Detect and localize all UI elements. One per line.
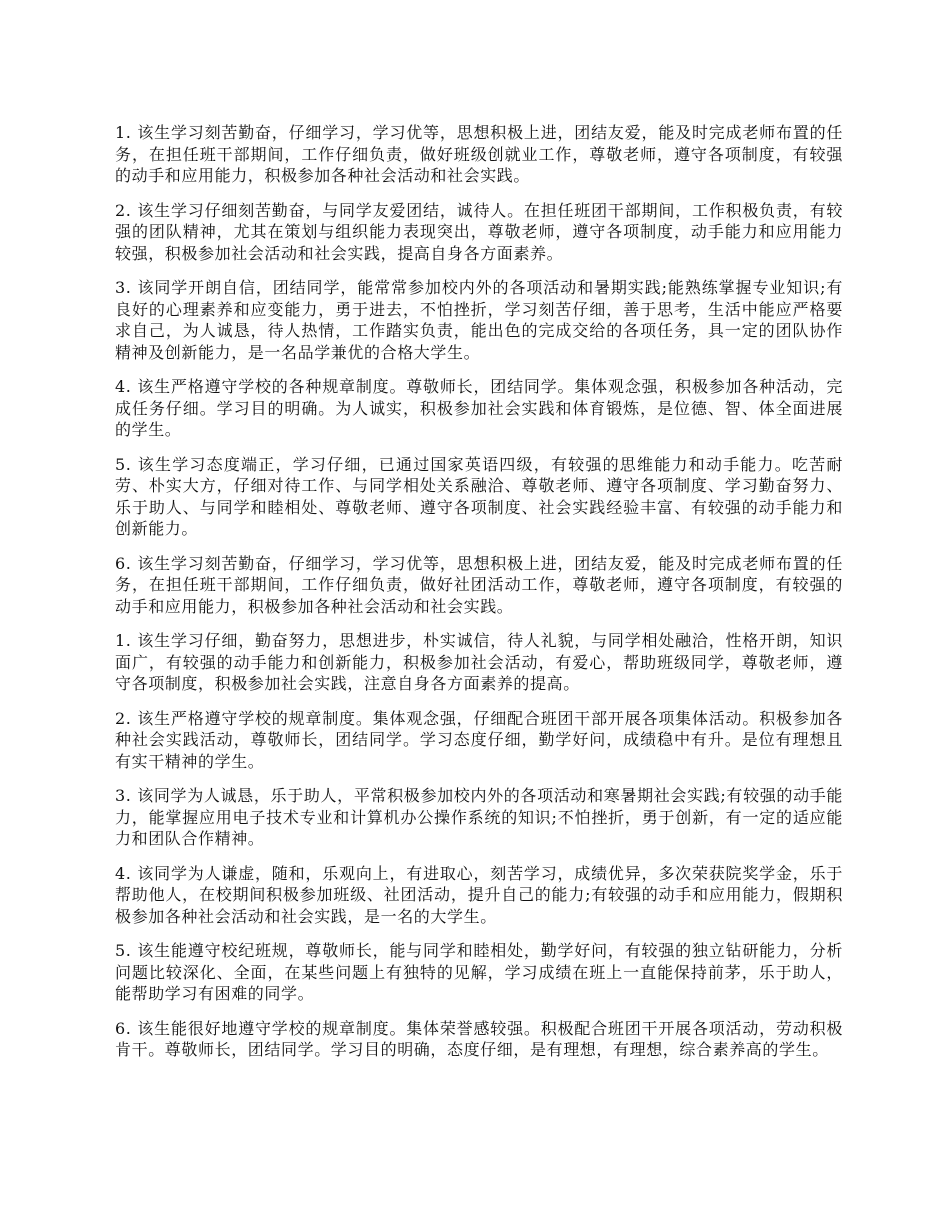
paragraph: 5. 该生能遵守校纪班规，尊敬师长，能与同学和睦相处，勤学好问，有较强的独立钻研能力，分析问题比较深化、全面，在某些问题上有独特的见解，学习成绩在班上一直能保持前茅，乐于助人，能帮助学习有困难的同学。 xyxy=(115,941,843,1003)
paragraph: 3. 该同学为人诚恳，乐于助人，平常积极参加校内外的各项活动和寒暑期社会实践;有较强的动手能力，能掌握应用电子技术专业和计算机办公操作系统的知识;不怕挫折，勇于创新，有一定的适应能力和团队合作精神。 xyxy=(115,786,843,848)
paragraph: 4. 该同学为人谦虚，随和，乐观向上，有进取心，刻苦学习，成绩优异，多次荣获院奖学金，乐于帮助他人，在校期间积极参加班级、社团活动，提升自己的能力;有较强的动手和应用能力，假期积极参加各种社会活动和社会实践，是一名的大学生。 xyxy=(115,863,843,926)
paragraph: 4. 该生严格遵守学校的各种规章制度。尊敬师长，团结同学。集体观念强，积极参加各种活动，完成任务仔细。学习目的明确。为人诚实，积极参加社会实践和体育锻炼，是位德、智、体全面进展的学生。 xyxy=(115,377,843,439)
paragraph: 1. 该生学习仔细，勤奋努力，思想进步，朴实诚信，待人礼貌，与同学相处融洽，性格开朗，知识面广，有较强的动手能力和创新能力，积极参加社会活动，有爱心，帮助班级同学，尊敬老师，遵守各项制度，积极参加社会实践，注意自身各方面素养的提高。 xyxy=(115,631,843,693)
paragraph: 5. 该生学习态度端正，学习仔细，已通过国家英语四级，有较强的思维能力和动手能力。吃苦耐劳、朴实大方，仔细对待工作、与同学相处关系融洽、尊敬老师、遵守各项制度、学习勤奋努力、乐于助人、与同学和睦相处、尊敬老师、遵守各项制度、社会实践经验丰富、有较强的动手能力和创新能力。 xyxy=(115,454,843,538)
paragraph: 1. 该生学习刻苦勤奋，仔细学习，学习优等，思想积极上进，团结友爱，能及时完成老师布置的任务，在担任班干部期间，工作仔细负责，做好班级创就业工作，尊敬老师，遵守各项制度，有较强的动手和应用能力，积极参加各种社会活动和社会实践。 xyxy=(115,123,843,185)
paragraph: 3. 该同学开朗自信，团结同学，能常常参加校内外的各项活动和暑期实践;能熟练掌握专业知识;有良好的心理素养和应变能力，勇于进去，不怕挫折，学习刻苦仔细，善于思考，生活中能应严格要求自己，为人诚恳，待人热情，工作踏实负责，能出色的完成交给的各项任务，具一定的团队协作精神及创新能力，是一名品学兼优的合格大学生。 xyxy=(115,278,843,362)
paragraph: 2. 该生学习仔细刻苦勤奋，与同学友爱团结，诚待人。在担任班团干部期间，工作积极负责，有较强的团队精神，尤其在策划与组织能力表现突出，尊敬老师，遵守各项制度，动手能力和应用能力较强，积极参加社会活动和社会实践，提高自身各方面素养。 xyxy=(115,200,843,263)
document-body xyxy=(115,122,843,1074)
paragraph: 6. 该生能很好地遵守学校的规章制度。集体荣誉感较强。积极配合班团干开展各项活动，劳动积极肯干。尊敬师长，团结同学。学习目的明确，态度仔细，是有理想，有理想，综合素养高的学生。 xyxy=(115,1018,843,1059)
paragraph: 2. 该生严格遵守学校的规章制度。集体观念强，仔细配合班团干部开展各项集体活动。积极参加各种社会实践活动，尊敬师长，团结同学。学习态度仔细，勤学好问，成绩稳中有升。是位有理想且有实干精神的学生。 xyxy=(115,708,843,771)
paragraph: 6. 该生学习刻苦勤奋，仔细学习，学习优等，思想积极上进，团结友爱，能及时完成老师布置的任务，在担任班干部期间，工作仔细负责，做好社团活动工作，尊敬老师，遵守各项制度，有较强的动手和应用能力，积极参加各种社会活动和社会实践。 xyxy=(115,553,843,616)
